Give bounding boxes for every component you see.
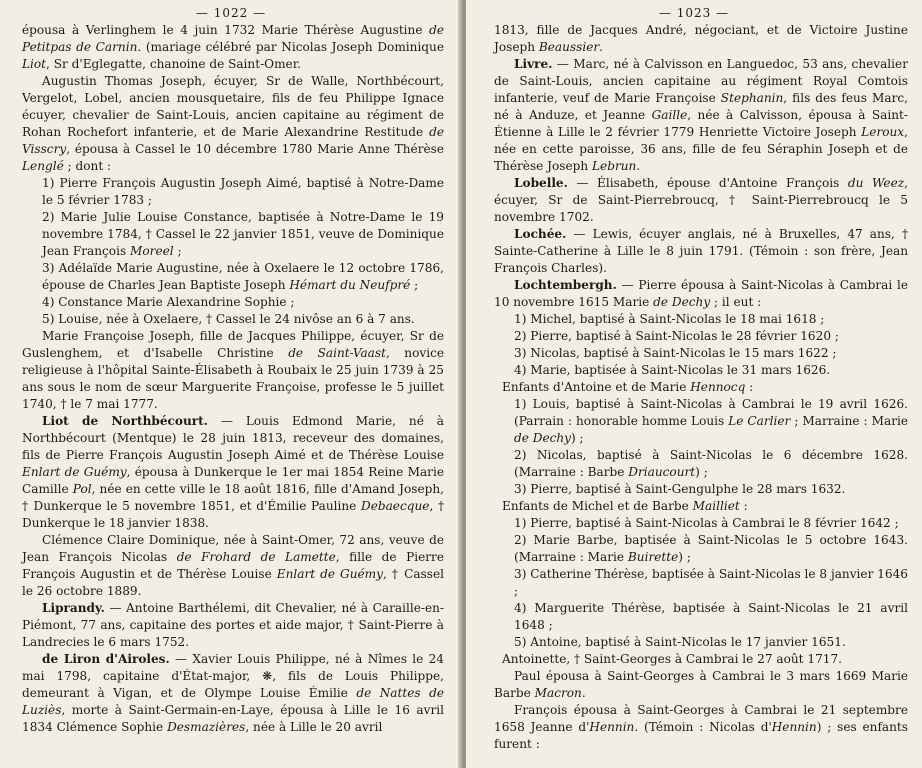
entry-heading: Liprandy. xyxy=(42,601,105,615)
text-run: 1813, fille de Jacques André, négociant, et de Victoire Justine Joseph xyxy=(494,23,908,54)
text-run: ) ; xyxy=(678,550,691,564)
text-run: 3) Catherine Thérèse, baptisée à Saint-Nicolas le 8 janvier 1646 ; xyxy=(514,567,908,598)
text-run: , épousa à Cassel le 10 décembre 1780 Marie Anne Thérèse xyxy=(66,142,444,156)
text-run: Marie Françoise Joseph, fille de Jacques Philippe, écuyer, Sr de Guslenghem, et d'Isabelle Christine xyxy=(22,329,444,360)
text-run: . (Témoin : Nicolas d' xyxy=(634,720,772,734)
paragraph xyxy=(494,345,908,362)
text-run: , née à Lille le 20 avril xyxy=(245,720,383,734)
italic-name: de Nattes de Luziès xyxy=(22,686,444,717)
text-run: — Lewis, écuyer anglais, né à Bruxelles, 47 ans, † Sainte-Catherine à Lille le 8 juin 1791. (Témoin : son frère, Jean François Charles). xyxy=(494,227,908,275)
text-run: Clémence Claire Dominique, née à Saint-Omer, 72 ans, veuve de Jean François Nicolas xyxy=(22,533,444,564)
entry-heading: Liot de Northbécourt. xyxy=(42,414,208,428)
page-text xyxy=(466,22,922,753)
italic-name: de Dechy xyxy=(653,295,711,309)
paragraph xyxy=(494,651,908,668)
italic-name: Desmazières xyxy=(167,720,246,734)
text-run: — Louis Edmond Marie, né à Northbécourt (Mentque) le 28 juin 1813, receveur des domaines, fils de Pierre François Augustin Joseph Aimé et de Thérèse Louise xyxy=(22,414,444,462)
paragraph xyxy=(22,328,444,413)
page-text xyxy=(0,22,462,736)
paragraph xyxy=(494,515,908,532)
text-run: ) ; ses enfants furent : xyxy=(494,720,908,751)
entry-heading: Livre. xyxy=(514,57,553,71)
paragraph xyxy=(494,702,908,753)
entry-heading: Lochée. xyxy=(514,227,567,241)
text-run: , née à Calvisson, épousa à Saint-Étienne à Lille le 2 février 1779 Henriette Victoire Joseph xyxy=(494,108,908,139)
text-run: ; il eut : xyxy=(710,295,762,309)
italic-name: Enlart de Guémy xyxy=(22,465,127,479)
paragraph xyxy=(22,209,444,260)
italic-name: Le Carlier xyxy=(728,414,791,428)
text-run: , † Cassel le 26 octobre 1889. xyxy=(22,567,444,598)
italic-name: Pol xyxy=(72,482,92,496)
italic-name: Debaecque xyxy=(361,499,430,513)
paragraph xyxy=(494,481,908,498)
right-page xyxy=(466,0,922,768)
italic-name: Hémart du Neufpré xyxy=(289,278,411,292)
paragraph xyxy=(494,22,908,56)
page-number: — 1023 — xyxy=(658,6,730,20)
paragraph xyxy=(22,532,444,600)
paragraph xyxy=(494,175,908,226)
paragraph xyxy=(494,362,908,379)
text-run: 1) Michel, baptisé à Saint-Nicolas le 18 mai 1618 ; xyxy=(514,312,825,326)
text-run: — Antoine Barthélemi, dit Chevalier, né à Caraille-en-Piémont, 77 ans, capitaine des portes et aide major, † Saint-Pierre à Landrecies le 6 mars 1752. xyxy=(22,601,444,649)
italic-name: Stephanin xyxy=(720,91,784,105)
paragraph xyxy=(494,56,908,175)
text-run: : xyxy=(739,499,748,513)
text-run: , née en cette ville le 18 août 1816, fille d'Amand Joseph, † Dunkerque le 5 novembre 1851, et d'Émilie Pauline xyxy=(22,482,444,513)
text-run: 1) Pierre François Augustin Joseph Aimé, baptisé à Notre-Dame le 5 février 1783 ; xyxy=(42,176,444,207)
italic-name: Liot xyxy=(22,57,47,71)
text-run: Augustin Thomas Joseph, écuyer, Sr de Walle, Northbécourt, Vergelot, Lobel, ancien mousquetaire, fils de feu Philippe Ignace écuyer, chevalier de Saint-Louis, ancien capitaine au régiment de Rohan Rochefort infanterie, et de Marie Alexandrine Restitude xyxy=(22,74,444,139)
italic-name: Enlart de Guémy xyxy=(276,567,383,581)
paragraph xyxy=(494,277,908,311)
text-run: Antoinette, † Saint-Georges à Cambrai le 27 août 1717. xyxy=(502,652,843,666)
italic-name: de Saint-Vaast xyxy=(288,346,386,360)
text-run: . xyxy=(636,159,641,173)
text-run: 3) Pierre, baptisé à Saint-Gengulphe le 28 mars 1632. xyxy=(514,482,846,496)
italic-name: Beaussier xyxy=(538,40,600,54)
italic-name: Hennin xyxy=(771,720,817,734)
paragraph xyxy=(22,600,444,651)
text-run: ; xyxy=(410,278,419,292)
italic-name: de Dechy xyxy=(514,431,571,445)
italic-name: de Frohard de Lamette xyxy=(176,550,336,564)
text-run: 4) Constance Marie Alexandrine Sophie ; xyxy=(42,295,295,309)
text-run: — Pierre épousa à Saint-Nicolas à Cambrai le 10 novembre 1615 Marie xyxy=(494,278,908,309)
text-run: François épousa à Saint-Georges à Cambrai le 21 septembre 1658 Jeanne d' xyxy=(494,703,908,734)
entry-heading: de Liron d'Airoles. xyxy=(42,652,170,666)
text-run: 3) Adélaïde Marie Augustine, née à Oxelaere le 12 octobre 1786, épouse de Charles Jean Baptiste Joseph xyxy=(42,261,444,292)
entry-heading: Lochtembergh. xyxy=(514,278,617,292)
text-run: épousa à Verlinghem le 4 juin 1732 Marie Thérèse Augustine xyxy=(22,23,430,37)
text-run: 2) Pierre, baptisé à Saint-Nicolas le 28 février 1620 ; xyxy=(514,329,839,343)
text-run: : xyxy=(745,380,754,394)
text-run: Enfants d'Antoine et de Marie xyxy=(502,380,691,394)
paragraph xyxy=(22,413,444,532)
text-run: — Marc, né à Calvisson en Languedoc, 53 ans, chevalier de Saint-Louis, ancien capitaine au régiment Royal Comtois infanterie, veuf de Marie Françoise xyxy=(494,57,908,105)
paragraph xyxy=(494,600,908,634)
page-number: — 1022 — xyxy=(195,6,267,20)
italic-name: de Visscry xyxy=(22,125,444,156)
text-run: 1) Pierre, baptisé à Saint-Nicolas à Cambrai le 8 février 1642 ; xyxy=(514,516,899,530)
italic-name: du Weez xyxy=(847,176,905,190)
italic-name: Driaucourt xyxy=(628,465,696,479)
text-run: 1) Louis, baptisé à Saint-Nicolas à Cambrai le 19 avril 1626. (Parrain : honorable homme Louis xyxy=(514,397,908,428)
paragraph xyxy=(22,73,444,175)
paragraph xyxy=(494,532,908,566)
italic-name: Buirette xyxy=(627,550,679,564)
text-run: , † Dunkerque le 18 janvier 1838. xyxy=(22,499,444,530)
paragraph xyxy=(494,634,908,651)
text-run: 2) Marie Barbe, baptisée à Saint-Nicolas le 5 octobre 1643. (Marraine : Marie xyxy=(514,533,908,564)
paragraph xyxy=(22,651,444,736)
italic-name: Mailliet xyxy=(692,499,740,513)
entry-heading: Lobelle. xyxy=(514,176,568,190)
text-run: 5) Louise, née à Oxelaere, † Cassel le 24 nivôse an 6 à 7 ans. xyxy=(42,312,415,326)
italic-name: Gaille xyxy=(651,108,688,122)
text-run: Paul épousa à Saint-Georges à Cambrai le 3 mars 1669 Marie Barbe xyxy=(494,669,908,700)
text-run: 2) Nicolas, baptisé à Saint-Nicolas le 6 décembre 1628. (Marraine : Barbe xyxy=(514,448,908,479)
text-run: , née en cette paroisse, 36 ans, fille de feu Séraphin Joseph et de Thérèse Joseph xyxy=(494,125,908,173)
text-run: 5) Antoine, baptisé à Saint-Nicolas le 17 janvier 1651. xyxy=(514,635,846,649)
text-run: ) ; xyxy=(571,431,584,445)
paragraph xyxy=(22,260,444,294)
text-run: . xyxy=(599,40,603,54)
text-run: 4) Marie, baptisée à Saint-Nicolas le 31 mars 1626. xyxy=(514,363,831,377)
text-run: , écuyer, Sr de Saint-Pierrebroucq, † Saint-Pierrebroucq le 5 novembre 1702. xyxy=(494,176,908,224)
text-run: ) ; xyxy=(695,465,708,479)
italic-name: Macron xyxy=(534,686,582,700)
text-run: — Élisabeth, épouse d'Antoine François xyxy=(567,176,848,190)
paragraph xyxy=(22,311,444,328)
text-run: 4) Marguerite Thérèse, baptisée à Saint-Nicolas le 21 avril 1648 ; xyxy=(514,601,908,632)
paragraph xyxy=(494,226,908,277)
paragraph xyxy=(494,311,908,328)
italic-name: de Petitpas de Carnin xyxy=(22,23,444,54)
paragraph xyxy=(494,396,908,447)
text-run: , Sr d'Eglegatte, chanoine de Saint-Omer. xyxy=(46,57,302,71)
paragraph xyxy=(22,294,444,311)
text-run: . (mariage célébré par Nicolas Joseph Dominique xyxy=(137,40,444,54)
text-run: ; xyxy=(173,244,182,258)
paragraph xyxy=(494,328,908,345)
text-run: 3) Nicolas, baptisé à Saint-Nicolas le 15 mars 1622 ; xyxy=(514,346,837,360)
italic-name: Moreel xyxy=(130,244,174,258)
italic-name: Leroux xyxy=(861,125,905,139)
text-run: . xyxy=(581,686,586,700)
paragraph xyxy=(494,498,908,515)
italic-name: Hennocq xyxy=(690,380,746,394)
italic-name: Lenglé xyxy=(22,159,64,173)
paragraph xyxy=(22,175,444,209)
paragraph xyxy=(494,447,908,481)
text-run: , morte à Saint-Germain-en-Laye, épousa à Lille le 16 avril 1834 Clémence Sophie xyxy=(22,703,444,734)
text-run: ; dont : xyxy=(63,159,112,173)
text-run: , épousa à Dunkerque le 1er mai 1854 Reine Marie Camille xyxy=(22,465,444,496)
paragraph xyxy=(494,668,908,702)
text-run: — Xavier Louis Philippe, né à Nîmes le 24 mai 1798, capitaine d'État-major, ❋, fils de Louis Philippe, demeurant à Vigan, et de Olympe Louise Émilie xyxy=(22,652,444,700)
text-run: , novice religieuse à l'hôpital Sainte-Élisabeth à Roubaix le 25 juin 1739 à 25 ans sous le nom de sœur Marguerite Françoise, professe le 5 juillet 1740, † le 7 mai 1777. xyxy=(22,346,444,411)
text-run: 2) Marie Julie Louise Constance, baptisée à Notre-Dame le 19 novembre 1784, † Cassel le 22 janvier 1851, veuve de Dominique Jean François xyxy=(42,210,444,258)
italic-name: Hennin xyxy=(589,720,635,734)
text-run: , fille de Pierre François Augustin et de Thérèse Louise xyxy=(22,550,444,581)
italic-name: Lebrun xyxy=(592,159,637,173)
text-run: Enfants de Michel et de Barbe xyxy=(502,499,693,513)
text-run: ; Marraine : Marie xyxy=(790,414,909,428)
paragraph xyxy=(494,566,908,600)
paragraph xyxy=(494,379,908,396)
text-run: , fils des feus Marc, né à Anduze, et Jeanne xyxy=(494,91,908,122)
paragraph xyxy=(22,22,444,73)
